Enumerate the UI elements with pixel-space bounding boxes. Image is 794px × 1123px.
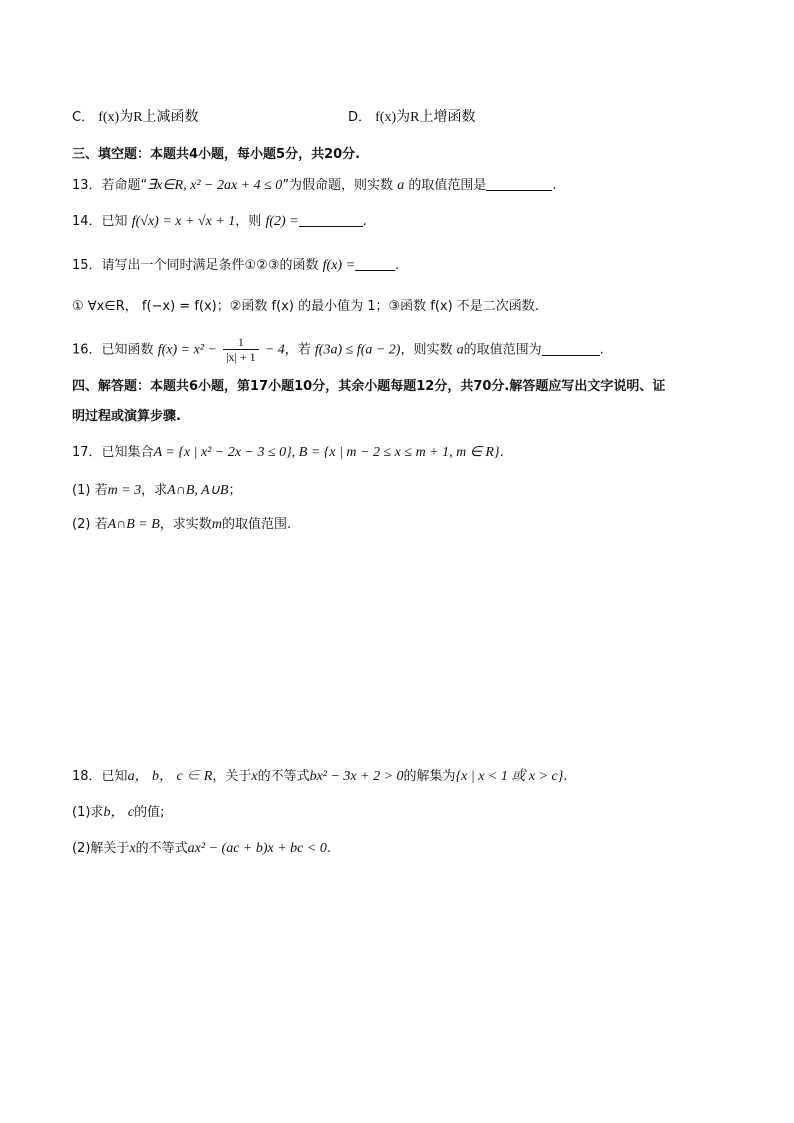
q18-mid: ，关于: [212, 769, 252, 784]
q16-variable: a: [456, 342, 464, 358]
q16-condition: f(3a) ≤ f(a − 2): [314, 342, 401, 358]
q18-solution-set: {x | x < 1 或 x > c}: [455, 769, 564, 784]
q16-answer-blank[interactable]: [542, 341, 600, 356]
q14-answer-blank[interactable]: [299, 212, 363, 227]
q18-number: 18．: [72, 769, 102, 784]
q17-part1-mid: ，求: [141, 483, 168, 498]
question-16: [72, 336, 604, 365]
question-18: [72, 768, 568, 786]
q14-number: 14．: [72, 214, 102, 229]
q16-end: .: [599, 342, 604, 358]
q17-end: .: [499, 445, 504, 460]
q13-variable: a: [397, 178, 405, 193]
q18-variables: a， b， c ∈ R: [127, 769, 213, 784]
section4-heading-line1: 四、解答题：本题共6小题，第17小题10分，其余小题每题12分，共70分.解答题应写出文字说明、证: [72, 379, 666, 394]
q15-answer-blank[interactable]: [355, 256, 395, 271]
q17-pre: 已知集合: [101, 445, 154, 460]
q14-expression: f(√x) = x + √x + 1: [131, 214, 236, 229]
q13-post: ”为假命题，则实数: [282, 178, 394, 193]
q13-answer-blank[interactable]: [486, 176, 552, 191]
q15-conditions: ① ∀x∈R， f(−x) = f(x)；②函数 f(x) 的最小值为 1；③函数 f(x) 不是二次函数.: [72, 299, 539, 314]
q17-part2-condition: A∩B = B: [107, 517, 160, 532]
q17-sets: A = {x | x² − 2x − 3 ≤ 0}, B = {x | m − 2 ≤ x ≤ m + 1, m ∈ R}: [153, 445, 500, 460]
q15-pre: 请写出一个同时满足条件①②③的函数: [101, 258, 319, 273]
q15-number: 15．: [72, 258, 102, 273]
q16-pre: 已知函数: [101, 342, 154, 358]
q16-function-right: − 4: [264, 342, 285, 358]
q17-part2-pre: 若: [94, 517, 108, 532]
option-d-text: f(x)为R上增函数: [375, 110, 476, 125]
q18-part2: [72, 840, 331, 858]
q18-part2-x: x: [129, 841, 136, 856]
q15-ask: f(x) =: [322, 258, 356, 273]
q18-part1-end: 的值;: [134, 805, 165, 820]
q17-part1: [72, 482, 241, 500]
q17-part2-mid: ，求实数: [159, 517, 212, 532]
question-15: [72, 256, 399, 275]
q18-part2-end: .: [326, 841, 331, 856]
q14-mid: ，则: [235, 214, 262, 229]
q17-part1-pre: 若: [94, 483, 108, 498]
q18-part1-label: (1): [72, 805, 91, 820]
q18-pre: 已知: [101, 769, 128, 784]
q17-part1-end: ；: [228, 483, 242, 498]
q17-part1-condition: m = 3: [107, 483, 142, 498]
q17-part1-label: (1): [72, 483, 91, 498]
q16-tail: 的取值范围为: [463, 342, 542, 358]
q14-pre: 已知: [101, 214, 128, 229]
q13-tail: 的取值范围是: [408, 178, 487, 193]
q18-part2-mid: 的不等式: [135, 841, 188, 856]
question-14: [72, 212, 367, 231]
q18-part2-pre: 解关于: [90, 841, 130, 856]
q13-end: .: [552, 178, 557, 193]
q18-x: x: [251, 769, 258, 784]
q18-mid2: 的不等式: [257, 769, 310, 784]
q13-pre: 若命题“: [101, 178, 148, 193]
q15-end: .: [395, 258, 400, 273]
q17-part1-expression: A∩B, A∪B: [167, 483, 229, 498]
option-c-text: f(x)为R上减函数: [98, 110, 199, 125]
q18-mid3: 的解集为: [403, 769, 456, 784]
q17-number: 17．: [72, 445, 102, 460]
q16-function-left: f(x) = x² −: [157, 342, 217, 358]
option-c: [72, 106, 199, 126]
q17-part2: [72, 516, 291, 534]
q16-mid: ，若: [284, 342, 311, 358]
q14-end: .: [362, 214, 367, 229]
section3-heading: 三、填空题：本题共4小题，每小题5分，共20分.: [72, 147, 361, 162]
question-17: [72, 444, 504, 462]
q16-number: 16．: [72, 342, 102, 358]
question-13: [72, 176, 557, 195]
q17-part2-label: (2): [72, 517, 91, 532]
q18-part2-label: (2): [72, 841, 91, 856]
q14-ask: f(2) =: [265, 214, 299, 229]
q18-part1-variables: b， c: [103, 805, 135, 820]
q18-part1: [72, 804, 165, 822]
q17-part2-end: 的取值范围.: [221, 517, 292, 532]
q18-end: .: [563, 769, 568, 784]
q18-inequality: bx² − 3x + 2 > 0: [309, 769, 404, 784]
q18-part2-inequality: ax² − (ac + b)x + bc < 0: [187, 841, 327, 856]
option-d-label: D．: [348, 110, 372, 125]
q18-part1-pre: 求: [90, 805, 104, 820]
section4-heading-line2: 明过程或演算步骤.: [72, 409, 181, 424]
q13-number: 13．: [72, 178, 102, 193]
q16-post: ，则实数: [400, 342, 453, 358]
q13-proposition: ∃x∈R, x² − 2ax + 4 ≤ 0: [147, 178, 283, 193]
q16-fraction-numerator: 1: [223, 336, 259, 350]
q17-part2-variable: m: [211, 517, 222, 532]
q16-fraction-denominator: |x| + 1: [226, 350, 256, 364]
option-d: [348, 106, 475, 126]
option-c-label: C．: [72, 110, 95, 125]
q16-fraction: [223, 336, 259, 364]
